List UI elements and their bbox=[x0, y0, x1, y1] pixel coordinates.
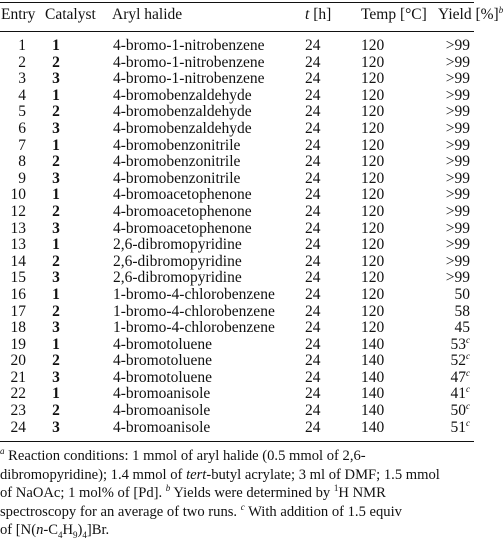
header-yield bbox=[438, 4, 503, 24]
table-row bbox=[0, 400, 474, 420]
cell-entry: 16 bbox=[10, 285, 26, 303]
cell-temp: 120 bbox=[361, 70, 385, 88]
cell-time: 24 bbox=[305, 136, 321, 154]
cell-yield-value: 41 bbox=[450, 385, 466, 403]
cell-entry: 14 bbox=[10, 252, 26, 270]
cell-aryl-halide: 1-bromo-4-chlorobenzene bbox=[113, 319, 275, 337]
cell-entry: 24 bbox=[10, 418, 26, 436]
table-row bbox=[0, 287, 474, 304]
table-row bbox=[0, 38, 474, 55]
cell-yield bbox=[430, 171, 470, 188]
footnote-line-5-text-d: ) bbox=[77, 522, 83, 539]
cell-time: 24 bbox=[305, 70, 321, 88]
cell-entry: 12 bbox=[10, 202, 26, 220]
table-row bbox=[0, 367, 474, 387]
cell-catalyst: 1 bbox=[52, 186, 60, 204]
cell-temp: 120 bbox=[361, 186, 385, 204]
footnote-nmr-superscript: 1 bbox=[333, 483, 339, 494]
cell-time: 24 bbox=[305, 169, 321, 187]
cell-entry: 7 bbox=[18, 136, 26, 154]
cell-entry: 10 bbox=[10, 186, 26, 204]
cell-yield bbox=[430, 287, 470, 304]
cell-yield-value: >99 bbox=[445, 119, 470, 137]
cell-temp: 120 bbox=[361, 202, 385, 220]
cell-yield-footnote-mark: c bbox=[466, 334, 470, 345]
cell-yield bbox=[430, 254, 470, 271]
cell-yield-value: 52 bbox=[450, 352, 466, 370]
header-entry: Entry bbox=[1, 6, 36, 23]
cell-catalyst: 1 bbox=[52, 86, 60, 104]
cell-yield bbox=[430, 400, 470, 420]
cell-yield bbox=[430, 221, 470, 238]
cell-time: 24 bbox=[305, 186, 321, 204]
cell-yield-value: >99 bbox=[445, 219, 470, 237]
cell-yield bbox=[430, 138, 470, 155]
table-row bbox=[0, 88, 474, 105]
cell-temp: 140 bbox=[361, 335, 385, 353]
footnote-line-5 bbox=[0, 521, 480, 540]
cell-catalyst: 2 bbox=[52, 352, 60, 370]
cell-aryl-halide: 4-bromobenzaldehyde bbox=[113, 119, 252, 137]
cell-yield bbox=[430, 104, 470, 121]
cell-yield-footnote-mark: c bbox=[466, 351, 470, 362]
cell-catalyst: 3 bbox=[52, 319, 60, 337]
table-row bbox=[0, 138, 474, 155]
footnote-line-3-text-c: H NMR bbox=[338, 485, 386, 502]
cell-temp: 120 bbox=[361, 37, 385, 54]
table-row bbox=[0, 187, 474, 204]
cell-aryl-halide: 4-bromoanisole bbox=[113, 402, 211, 420]
cell-aryl-halide: 4-bromoacetophenone bbox=[113, 186, 252, 204]
cell-entry: 13 bbox=[10, 219, 26, 237]
footnote-line-2 bbox=[0, 466, 480, 485]
table-row bbox=[0, 320, 474, 337]
footnote-line-3-text-b: Yields were determined by bbox=[170, 485, 334, 502]
cell-entry: 21 bbox=[10, 368, 26, 386]
cell-time: 24 bbox=[305, 53, 321, 71]
cell-aryl-halide: 4-bromotoluene bbox=[113, 352, 213, 370]
cell-aryl-halide: 4-bromo-1-nitrobenzene bbox=[113, 53, 265, 71]
cell-aryl-halide: 4-bromo-1-nitrobenzene bbox=[113, 37, 265, 54]
cell-yield bbox=[430, 121, 470, 138]
cell-catalyst: 2 bbox=[52, 202, 60, 220]
cell-aryl-halide: 2,6-dibromopyridine bbox=[113, 252, 242, 270]
header-yield-footnote-mark: b bbox=[498, 4, 503, 15]
cell-catalyst: 3 bbox=[52, 269, 60, 287]
table-row bbox=[0, 417, 474, 437]
cell-yield bbox=[430, 367, 470, 387]
cell-catalyst: 1 bbox=[52, 136, 60, 154]
table-row bbox=[0, 386, 474, 403]
cell-temp: 120 bbox=[361, 269, 385, 287]
cell-time: 24 bbox=[305, 269, 321, 287]
cell-yield-value: >99 bbox=[445, 202, 470, 220]
cell-time: 24 bbox=[305, 86, 321, 104]
cell-aryl-halide: 2,6-dibromopyridine bbox=[113, 269, 242, 287]
cell-time: 24 bbox=[305, 402, 321, 420]
cell-temp: 120 bbox=[361, 302, 385, 320]
cell-yield bbox=[430, 187, 470, 204]
cell-catalyst: 2 bbox=[52, 153, 60, 171]
footnote-line-2-text-a: dibromopyridine); 1.4 mmol of bbox=[0, 466, 187, 483]
table-row bbox=[0, 353, 474, 370]
cell-yield-value: >99 bbox=[445, 153, 470, 171]
cell-yield bbox=[430, 204, 470, 221]
cell-catalyst: 3 bbox=[52, 418, 60, 436]
cell-catalyst: 2 bbox=[52, 53, 60, 71]
cell-entry: 6 bbox=[18, 119, 26, 137]
cell-aryl-halide: 4-bromobenzaldehyde bbox=[113, 86, 252, 104]
cell-yield-value: 51 bbox=[450, 418, 466, 436]
cell-yield-footnote-mark: c bbox=[466, 384, 470, 395]
cell-catalyst: 1 bbox=[52, 385, 60, 403]
cell-entry: 4 bbox=[18, 86, 26, 104]
cell-aryl-halide: 4-bromoanisole bbox=[113, 385, 211, 403]
cell-yield bbox=[430, 334, 470, 354]
cell-yield-value: >99 bbox=[445, 186, 470, 204]
cell-aryl-halide: 4-bromo-1-nitrobenzene bbox=[113, 70, 265, 88]
cell-time: 24 bbox=[305, 302, 321, 320]
cell-time: 24 bbox=[305, 236, 321, 254]
cell-yield bbox=[430, 386, 470, 403]
cell-yield-value: >99 bbox=[445, 37, 470, 54]
table-row bbox=[0, 270, 474, 287]
cell-entry: 18 bbox=[10, 319, 26, 337]
cell-temp: 140 bbox=[361, 352, 385, 370]
footnote-line-5-text-b: -C bbox=[43, 522, 58, 539]
cell-yield-value: 50 bbox=[450, 402, 466, 420]
table-row bbox=[0, 204, 474, 221]
cell-aryl-halide: 4-bromoanisole bbox=[113, 418, 211, 436]
cell-aryl-halide: 4-bromotoluene bbox=[113, 335, 213, 353]
cell-yield bbox=[430, 55, 470, 72]
cell-temp: 120 bbox=[361, 136, 385, 154]
cell-yield bbox=[430, 237, 470, 254]
cell-catalyst: 2 bbox=[52, 103, 60, 121]
cell-catalyst: 1 bbox=[52, 335, 60, 353]
cell-time: 24 bbox=[305, 252, 321, 270]
cell-aryl-halide: 2,6-dibromopyridine bbox=[113, 236, 242, 254]
cell-aryl-halide: 1-bromo-4-chlorobenzene bbox=[113, 302, 275, 320]
cell-temp: 120 bbox=[361, 319, 385, 337]
footnote-line-3 bbox=[0, 484, 480, 503]
cell-temp: 140 bbox=[361, 402, 385, 420]
footnote-mark-a: a bbox=[0, 446, 5, 457]
header-time-symbol: t bbox=[305, 6, 310, 23]
table-row bbox=[0, 55, 474, 72]
footnote-line-1 bbox=[0, 447, 480, 466]
footnote-line-3-text-a: of NaOAc; 1 mol% of [Pd]. bbox=[0, 485, 166, 502]
cell-temp: 120 bbox=[361, 153, 385, 171]
table-row bbox=[0, 221, 474, 238]
cell-aryl-halide: 4-bromobenzonitrile bbox=[113, 169, 241, 187]
cell-time: 24 bbox=[305, 368, 321, 386]
cell-time: 24 bbox=[305, 385, 321, 403]
cell-temp: 120 bbox=[361, 236, 385, 254]
header-aryl-halide: Aryl halide bbox=[112, 6, 183, 23]
cell-entry: 9 bbox=[18, 169, 26, 187]
cell-aryl-halide: 4-bromoacetophenone bbox=[113, 202, 252, 220]
cell-entry: 3 bbox=[18, 70, 26, 88]
table-header-rule bbox=[0, 31, 474, 32]
footnote-line-1-text: Reaction conditions: 1 mmol of aryl halide (0.5 mmol of 2,6- bbox=[4, 448, 366, 464]
footnote-line-4-text-a: spectroscopy for an average of two runs. bbox=[0, 503, 241, 520]
cell-yield bbox=[430, 154, 470, 171]
cell-yield-value: 58 bbox=[454, 302, 470, 320]
cell-yield-footnote-mark: c bbox=[466, 417, 470, 428]
cell-time: 24 bbox=[305, 335, 321, 353]
cell-entry: 13 bbox=[10, 236, 26, 254]
cell-yield bbox=[430, 417, 470, 437]
cell-temp: 120 bbox=[361, 86, 385, 104]
cell-time: 24 bbox=[305, 219, 321, 237]
table-body bbox=[0, 38, 474, 436]
cell-time: 24 bbox=[305, 352, 321, 370]
cell-temp: 120 bbox=[361, 53, 385, 71]
footnote-line-5-text-c: H bbox=[62, 522, 74, 539]
table-footnote bbox=[0, 447, 480, 540]
footnote-mark-c: c bbox=[240, 501, 245, 512]
table-header-row bbox=[0, 4, 503, 28]
cell-yield-value: 47 bbox=[450, 368, 466, 386]
table-bottom-rule bbox=[0, 441, 474, 442]
table-top-rule bbox=[0, 2, 474, 3]
cell-aryl-halide: 4-bromoacetophenone bbox=[113, 219, 252, 237]
footnote-line-2-text-b: -butyl acrylate; 3 ml of DMF; 1.5 mmol bbox=[206, 466, 440, 483]
header-time-unit: [h] bbox=[309, 6, 332, 23]
cell-aryl-halide: 4-bromobenzonitrile bbox=[113, 136, 241, 154]
cell-yield bbox=[430, 88, 470, 105]
cell-entry: 8 bbox=[18, 153, 26, 171]
footnote-line-5-text-e: ]Br. bbox=[86, 522, 110, 539]
cell-temp: 120 bbox=[361, 285, 385, 303]
footnote-subscript-3: 4 bbox=[82, 530, 87, 541]
cell-catalyst: 2 bbox=[52, 252, 60, 270]
cell-yield-footnote-mark: c bbox=[466, 400, 470, 411]
footnote-line-4-text-b: With addition of 1.5 equiv bbox=[244, 503, 402, 520]
cell-yield-value: >99 bbox=[445, 70, 470, 88]
cell-yield-footnote-mark: c bbox=[466, 367, 470, 378]
cell-yield-value: >99 bbox=[445, 53, 470, 71]
cell-yield-value: 53 bbox=[450, 335, 466, 353]
cell-catalyst: 1 bbox=[52, 37, 60, 54]
cell-entry: 23 bbox=[10, 402, 26, 420]
cell-entry: 20 bbox=[10, 352, 26, 370]
cell-yield-value: >99 bbox=[445, 169, 470, 187]
table-row bbox=[0, 71, 474, 88]
cell-catalyst: 1 bbox=[52, 285, 60, 303]
cell-time: 24 bbox=[305, 285, 321, 303]
cell-aryl-halide: 4-bromobenzaldehyde bbox=[113, 103, 252, 121]
footnote-n-italic: n bbox=[36, 522, 44, 539]
cell-yield bbox=[430, 304, 470, 321]
footnote-subscript-2: 9 bbox=[73, 530, 78, 541]
cell-yield bbox=[430, 71, 470, 88]
cell-time: 24 bbox=[305, 103, 321, 121]
cell-yield bbox=[430, 38, 470, 55]
cell-yield bbox=[430, 353, 470, 370]
cell-aryl-halide: 1-bromo-4-chlorobenzene bbox=[113, 285, 275, 303]
cell-yield-value: >99 bbox=[445, 236, 470, 254]
cell-yield-value: 50 bbox=[454, 285, 470, 303]
cell-yield-value: >99 bbox=[445, 252, 470, 270]
cell-entry: 19 bbox=[10, 335, 26, 353]
cell-catalyst: 3 bbox=[52, 169, 60, 187]
cell-time: 24 bbox=[305, 319, 321, 337]
cell-yield-value: >99 bbox=[445, 269, 470, 287]
cell-catalyst: 3 bbox=[52, 70, 60, 88]
cell-time: 24 bbox=[305, 153, 321, 171]
table-row bbox=[0, 171, 474, 188]
table-row bbox=[0, 154, 474, 171]
cell-temp: 120 bbox=[361, 119, 385, 137]
header-time bbox=[305, 6, 345, 24]
cell-catalyst: 3 bbox=[52, 368, 60, 386]
cell-temp: 120 bbox=[361, 169, 385, 187]
cell-temp: 120 bbox=[361, 252, 385, 270]
cell-entry: 5 bbox=[18, 103, 26, 121]
footnote-tert: tert bbox=[186, 466, 207, 483]
cell-catalyst: 2 bbox=[52, 302, 60, 320]
cell-temp: 140 bbox=[361, 418, 385, 436]
table-row bbox=[0, 237, 474, 254]
cell-temp: 120 bbox=[361, 219, 385, 237]
cell-catalyst: 1 bbox=[52, 236, 60, 254]
footnote-mark-b: b bbox=[165, 483, 171, 494]
table-row bbox=[0, 334, 474, 354]
cell-yield bbox=[430, 270, 470, 287]
cell-yield-value: >99 bbox=[445, 103, 470, 121]
cell-time: 24 bbox=[305, 37, 321, 54]
footnote-line-4 bbox=[0, 503, 480, 522]
table-row bbox=[0, 121, 474, 138]
header-catalyst: Catalyst bbox=[45, 6, 96, 23]
cell-entry: 2 bbox=[18, 53, 26, 71]
cell-time: 24 bbox=[305, 202, 321, 220]
table-row bbox=[0, 104, 474, 121]
cell-entry: 1 bbox=[18, 37, 26, 54]
cell-time: 24 bbox=[305, 418, 321, 436]
cell-yield-value: >99 bbox=[445, 136, 470, 154]
cell-yield-value: 45 bbox=[454, 319, 470, 337]
cell-catalyst: 3 bbox=[52, 219, 60, 237]
cell-aryl-halide: 4-bromobenzonitrile bbox=[113, 153, 241, 171]
table-row bbox=[0, 304, 474, 321]
cell-yield-value: >99 bbox=[445, 86, 470, 104]
cell-entry: 22 bbox=[10, 385, 26, 403]
cell-entry: 17 bbox=[10, 302, 26, 320]
footnote-subscript-1: 4 bbox=[57, 530, 63, 541]
cell-temp: 120 bbox=[361, 103, 385, 121]
cell-time: 24 bbox=[305, 119, 321, 137]
cell-temp: 140 bbox=[361, 368, 385, 386]
cell-catalyst: 2 bbox=[52, 402, 60, 420]
header-yield-label: Yield [%] bbox=[438, 6, 499, 23]
cell-temp: 140 bbox=[361, 385, 385, 403]
footnote-line-5-text-a: of [N( bbox=[0, 522, 37, 539]
table-row bbox=[0, 254, 474, 271]
cell-entry: 15 bbox=[10, 269, 26, 287]
cell-catalyst: 3 bbox=[52, 119, 60, 137]
cell-yield bbox=[430, 320, 470, 337]
cell-aryl-halide: 4-bromotoluene bbox=[113, 368, 213, 386]
header-temp: Temp [°C] bbox=[361, 6, 427, 23]
